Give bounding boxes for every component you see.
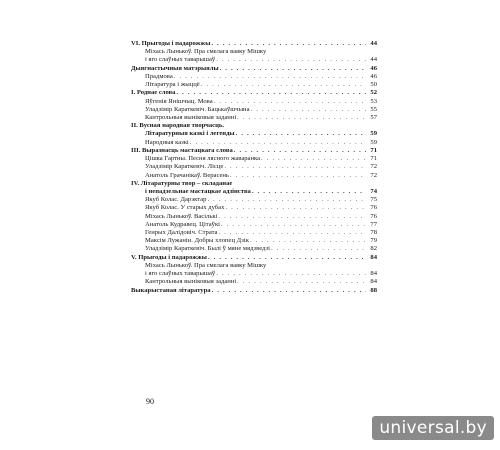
toc-leader-dots [218, 213, 366, 221]
toc-entry-page: 72 [370, 171, 377, 179]
toc-entry-title: Кантрольныя выніковыя заданні [145, 278, 237, 286]
toc-leader-dots [214, 98, 366, 106]
toc-entry [131, 139, 377, 147]
toc-leader-dots [236, 130, 366, 138]
toc-entry-title: Анатоль Грачанікаў. Верасень [145, 171, 229, 179]
toc-leader-dots [221, 221, 366, 229]
toc-entry-title: VI. Прыгоды і падарожжы [131, 40, 211, 47]
toc-entry-page: 76 [370, 212, 377, 220]
toc-entry [131, 278, 377, 286]
toc-entry [131, 188, 377, 196]
toc-entry [131, 106, 377, 114]
toc-entry-page: 44 [370, 40, 377, 47]
toc-entry [131, 147, 377, 155]
toc-entry [131, 56, 377, 64]
toc-entry [131, 114, 377, 122]
toc-entry-page: 77 [370, 220, 377, 228]
toc-entry [131, 237, 377, 245]
toc-entry-page: 50 [370, 81, 377, 89]
toc-leader-dots [230, 172, 366, 180]
toc-entry-title: і непадзельнае мастацкае адзінства [145, 187, 251, 195]
toc-entry-page: 53 [370, 97, 377, 105]
toc-leader-dots [234, 147, 366, 155]
toc-entry [131, 204, 377, 212]
toc-leader-dots [218, 229, 366, 237]
toc-entry [131, 245, 377, 253]
toc-entry-page: 72 [370, 163, 377, 171]
toc-entry [131, 155, 377, 163]
toc-leader-dots [212, 287, 366, 295]
toc-entry [131, 213, 377, 221]
toc-entry-page: 55 [370, 105, 377, 113]
toc-leader-dots [208, 254, 366, 262]
toc-entry-title: Кантрольныя выніковыя заданні [145, 113, 237, 121]
toc-entry-title: Уладзімір Караткевіч. Лісце [145, 163, 224, 171]
toc-entry [131, 81, 377, 89]
toc-entry-title: і яго слаўных таварышаў [145, 270, 216, 278]
toc-entry-page: 71 [370, 155, 377, 163]
table-of-contents [131, 40, 377, 295]
toc-entry-title: Генрых Далідовіч. Страта [145, 229, 218, 237]
toc-leader-dots [237, 278, 366, 286]
toc-entry-title: Анатоль Кудравец. Цітаўкі [145, 220, 220, 228]
toc-entry-title: Якуб Колас. У старых дубах [145, 204, 225, 212]
toc-entry-title: ІІ. Вусная народная творчасць. [131, 122, 225, 130]
toc-leader-dots [211, 40, 366, 48]
toc-entry [131, 270, 377, 278]
toc-entry-title: Літаратура і жыццё [145, 81, 200, 89]
toc-entry-page: 52 [370, 89, 377, 97]
toc-entry-page: 84 [370, 270, 377, 278]
toc-entry [131, 65, 377, 73]
toc-leader-dots [190, 139, 366, 147]
toc-leader-dots [201, 81, 366, 89]
toc-entry-title: Дыягнастычныя матэрыялы [131, 64, 219, 72]
toc-leader-dots [225, 204, 366, 212]
toc-leader-dots [216, 56, 366, 64]
toc-entry-title: Уладзімір Караткевіч. Былі ў мяне мядзведзі [145, 245, 270, 253]
toc-leader-dots [174, 73, 366, 81]
toc-entry-page: 88 [370, 286, 377, 294]
toc-leader-dots [251, 106, 366, 114]
toc-entry-title: Літаратурныя казкі і легенды [145, 130, 235, 138]
toc-leader-dots [176, 89, 366, 97]
toc-entry-page: 46 [370, 72, 377, 80]
toc-entry-page: 46 [370, 64, 377, 72]
toc-entry-page: 78 [370, 229, 377, 237]
toc-leader-dots [224, 163, 366, 171]
toc-entry-page: 82 [370, 245, 377, 253]
toc-entry [131, 122, 377, 130]
toc-leader-dots [207, 196, 366, 204]
toc-entry-title: Прадмова [145, 72, 173, 80]
toc-entry [131, 229, 377, 237]
toc-entry-page: 76 [370, 204, 377, 212]
toc-leader-dots [216, 270, 366, 278]
toc-entry [131, 254, 377, 262]
toc-entry-page: 59 [370, 138, 377, 146]
toc-entry-title: ІІІ. Выразнасць мастацкага слова [131, 146, 233, 154]
toc-entry [131, 48, 377, 56]
toc-entry-title: Якуб Колас. Дарэктар [145, 196, 207, 204]
toc-entry-title: Цішка Гартны. Песня лясного жаваранка [145, 155, 261, 163]
toc-entry [131, 287, 377, 295]
toc-entry [131, 40, 377, 48]
page-number: 90 [146, 397, 154, 406]
toc-entry [131, 221, 377, 229]
toc-leader-dots [271, 245, 366, 253]
toc-entry [131, 196, 377, 204]
toc-entry-page: 71 [370, 146, 377, 154]
toc-entry-title: Міхась Лынькоў. Васількі [145, 212, 218, 220]
toc-entry [131, 89, 377, 97]
toc-entry [131, 98, 377, 106]
toc-entry-page: 79 [370, 237, 377, 245]
toc-entry-page: 74 [370, 187, 377, 195]
toc-entry-title: IV. Літаратурны твор – складанае [131, 179, 233, 187]
toc-leader-dots [237, 114, 366, 122]
toc-entry-title: Народныя казкі [145, 138, 189, 146]
watermark: universal.by [372, 416, 494, 440]
toc-entry-title: Максім Лужанін. Добры хлопец Дзік [145, 237, 249, 245]
toc-entry-page: 84 [370, 278, 377, 286]
toc-entry-page: 84 [370, 253, 377, 261]
toc-entry [131, 180, 377, 188]
toc-leader-dots [250, 237, 366, 245]
toc-entry-title: V. Прыгоды і падарожжы [131, 253, 207, 261]
toc-entry-title: і яго слаўных таварышаў [145, 56, 216, 64]
toc-entry [131, 163, 377, 171]
toc-entry [131, 262, 377, 270]
toc-entry-title: Міхась Лынькоў. Пра смелага ваяку Мішку [145, 261, 267, 269]
toc-entry-title: Уладзімір Караткевіч. Бацькаўшчына [145, 105, 250, 113]
toc-entry-page: 44 [370, 56, 377, 64]
toc-leader-dots [252, 188, 366, 196]
toc-leader-dots [220, 65, 366, 73]
toc-entry-title: І. Роднае слова [131, 89, 176, 97]
toc-entry-page: 57 [370, 113, 377, 121]
toc-leader-dots [261, 155, 366, 163]
toc-entry [131, 130, 377, 138]
toc-entry-page: 75 [370, 196, 377, 204]
toc-entry-page: 59 [370, 130, 377, 138]
toc-entry [131, 73, 377, 81]
toc-entry-title: Выкарыстаная літаратура [131, 286, 211, 294]
toc-entry [131, 172, 377, 180]
toc-entry-title: Міхась Лынькоў. Пра смелага ваяку Мішку [145, 48, 267, 56]
toc-entry-title: Яўгенія Янішчыц. Мова [145, 97, 213, 105]
